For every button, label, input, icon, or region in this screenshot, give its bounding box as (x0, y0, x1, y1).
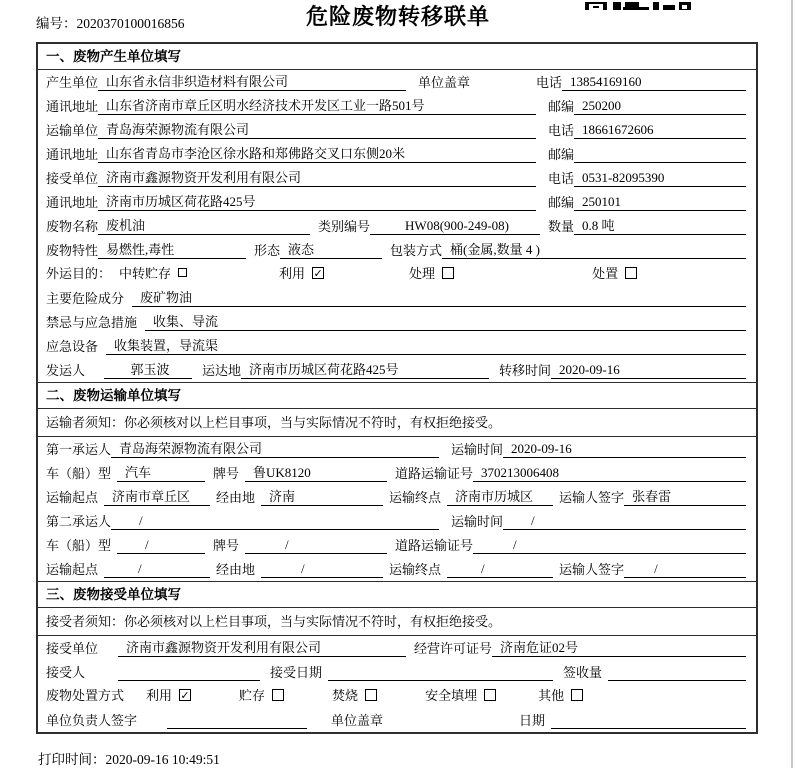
shipper-label: 发运人 (46, 363, 86, 378)
row-accept-unit (38, 636, 756, 660)
hazard-components-field: 废矿物油 (132, 287, 746, 307)
plate2-field: / (245, 537, 387, 554)
receiver-address-field: 济南市历城区荷花路425号 (98, 191, 536, 211)
row-producer (38, 70, 756, 94)
accept-date-field (328, 680, 553, 681)
row-emergency-equipment (38, 334, 756, 358)
form-state-field: 液态 (280, 239, 382, 259)
row-acceptor (38, 660, 756, 684)
emergency-equipment-label: 应急设备 (46, 339, 99, 354)
page-title: 危险废物转移联单 (305, 4, 490, 29)
road-license1-field: 370213006408 (473, 465, 746, 482)
waste-traits-field: 易燃性,毒性 (98, 239, 246, 259)
receiver-zip-label: 邮编 (548, 195, 575, 210)
carrier-sign1-field: 张春雷 (624, 486, 746, 506)
row-waste-name (38, 214, 756, 238)
first-carrier-label: 第一承运人 (46, 442, 112, 457)
road-license2-field: / (473, 537, 746, 554)
transporter-address-field: 山东省青岛市李沧区徐水路和郑佛路交叉口东侧20米 (98, 143, 536, 163)
row-vehicle1 (38, 461, 756, 485)
emergency-equipment-field: 收集装置，导流渠 (106, 335, 746, 355)
transporter-address-label: 通讯地址 (46, 147, 99, 162)
disposal-other-label: 其他 (538, 688, 565, 703)
terminus1-label: 运输终点 (389, 490, 442, 505)
origin1-field: 济南市章丘区 (104, 486, 210, 506)
disposal-storage-checkbox[interactable] (272, 689, 284, 701)
origin2-label: 运输起点 (46, 562, 99, 577)
disposal-incinerate-checkbox[interactable] (365, 689, 377, 701)
purpose-option-treat (409, 263, 454, 282)
second-carrier-label: 第二承运人 (46, 514, 112, 529)
category-code-label: 类别编号 (318, 219, 371, 234)
transporter-zip-label: 邮编 (548, 147, 575, 162)
road-license1-label: 道路运输证号 (395, 466, 474, 481)
destination-field: 济南市历城区荷花路425号 (241, 359, 489, 379)
purpose-treat-checkbox[interactable] (442, 267, 454, 279)
purpose-dispose-label: 处置 (592, 266, 619, 281)
row-transporter-address (38, 142, 756, 166)
row-responsible-sign (38, 708, 756, 732)
accept-date-label: 接受日期 (270, 665, 323, 680)
print-time-line (38, 748, 220, 768)
disposal-option-other (538, 685, 583, 704)
receiver-phone-field: 0531-82095390 (574, 170, 746, 187)
transport-time1-label: 运输时间 (451, 442, 504, 457)
purpose-transit-storage-label: 中转贮存 (119, 266, 172, 281)
row-receiver (38, 166, 756, 190)
row-transfer-purpose (38, 262, 756, 286)
quantity-label: 数量 (548, 219, 575, 234)
print-time-label: 打印时间： (38, 752, 106, 767)
disposal-landfill-label: 安全填埋 (425, 688, 478, 703)
disposal-option-utilize (146, 685, 191, 704)
accept-unit-field: 济南市鑫源物资开发利用有限公司 (118, 637, 406, 657)
receiver-value-field: 济南市鑫源物资开发利用有限公司 (98, 167, 536, 187)
via2-label: 经由地 (216, 562, 256, 577)
via1-label: 经由地 (216, 490, 256, 505)
row-receiver-address (38, 190, 756, 214)
purpose-option-utilize (279, 263, 324, 282)
waste-traits-label: 废物特性 (46, 243, 99, 258)
producer-zip-field: 250200 (574, 98, 746, 115)
serial-label: 编号： (36, 16, 77, 31)
row-producer-address (38, 94, 756, 118)
transfer-purpose-label: 外运目的： (46, 266, 112, 281)
date-field (551, 728, 746, 729)
carrier-sign1-label: 运输人签字 (559, 490, 625, 505)
transport-time2-field: / (503, 513, 746, 530)
section1-header: 一、废物产生单位填写 (38, 44, 756, 70)
origin2-field: / (104, 561, 210, 578)
producer-label: 产生单位 (46, 75, 99, 90)
transfer-time-label: 转移时间 (499, 363, 552, 378)
disposal-other-checkbox[interactable] (571, 689, 583, 701)
acceptor-field (118, 680, 260, 681)
transporter-value-field: 青岛海荣源物流有限公司 (98, 119, 536, 139)
unit-seal2-label: 单位盖章 (331, 713, 384, 728)
transporter-phone-field: 18661672606 (574, 122, 746, 139)
packing-label: 包装方式 (390, 243, 443, 258)
destination-label: 运达地 (202, 363, 242, 378)
producer-address-field: 山东省济南市章丘区明水经济技术开发区工业一路501号 (98, 95, 536, 115)
row-transporter (38, 118, 756, 142)
signed-quantity-field (608, 680, 746, 681)
section2-notice: 运输者须知：你必须核对以上栏目事项，当与实际情况不符时，有权拒绝接受。 (38, 409, 756, 437)
row-waste-traits (38, 238, 756, 262)
row-disposal-method (38, 684, 756, 708)
receiver-address-label: 通讯地址 (46, 195, 99, 210)
disposal-option-incinerate (332, 685, 377, 704)
disposal-method-label: 废物处置方式 (46, 688, 125, 703)
terminus2-label: 运输终点 (389, 562, 442, 577)
category-code-field: HW08(900-249-08) (370, 218, 540, 235)
vehicle-type2-label: 车（船）型 (46, 538, 112, 553)
producer-phone-field: 13854169160 (562, 74, 746, 91)
receiver-label: 接受单位 (46, 171, 99, 186)
disposal-utilize-label: 利用 (146, 688, 173, 703)
qr-code-partial-icon (585, 0, 691, 10)
carrier-sign2-field: / (624, 561, 746, 578)
transport-time2-label: 运输时间 (451, 514, 504, 529)
waste-name-label: 废物名称 (46, 219, 99, 234)
responsible-sign-field (167, 728, 307, 729)
terminus1-field: 济南市历城区 (447, 486, 553, 506)
row-hazard-components (38, 286, 756, 310)
emergency-measures-label: 禁忌与应急措施 (46, 315, 138, 330)
transfer-form-table (36, 42, 758, 734)
permit-number-field: 济南危证02号 (492, 637, 746, 657)
via1-field: 济南 (261, 486, 383, 506)
date-label: 日期 (519, 713, 546, 728)
disposal-option-landfill (425, 685, 496, 704)
row-second-carrier (38, 509, 756, 533)
purpose-option-transit-storage (119, 263, 187, 282)
shipper-field: 郭玉波 (104, 359, 192, 379)
plate1-label: 牌号 (213, 466, 240, 481)
purpose-dispose-checkbox[interactable] (625, 267, 637, 279)
plate1-field: 鲁UK8120 (245, 462, 387, 482)
section3-notice: 接受者须知：你必须核对以上栏目事项，当与实际情况不符时，有权拒绝接受。 (38, 608, 756, 636)
disposal-utilize-checkbox[interactable]: ✓ (180, 688, 190, 702)
waste-name-field: 废机油 (98, 215, 310, 235)
emergency-measures-field: 收集、导流 (145, 311, 746, 331)
origin1-label: 运输起点 (46, 490, 99, 505)
disposal-storage-label: 贮存 (239, 688, 266, 703)
plate2-label: 牌号 (213, 538, 240, 553)
print-time-value: 2020-09-16 10:49:51 (105, 752, 220, 767)
producer-zip-label: 邮编 (548, 99, 575, 114)
quantity-field: 0.8 吨 (574, 215, 746, 235)
row-vehicle2 (38, 533, 756, 557)
transfer-time-field: 2020-09-16 (551, 362, 746, 379)
disposal-incinerate-label: 焚烧 (332, 688, 359, 703)
disposal-landfill-checkbox[interactable] (484, 689, 496, 701)
row-emergency-measures (38, 310, 756, 334)
accept-unit-label: 接受单位 (46, 641, 99, 656)
unit-seal-label: 单位盖章 (418, 75, 471, 90)
producer-address-label: 通讯地址 (46, 99, 99, 114)
receiver-zip-field: 250101 (574, 194, 746, 211)
row-shipper (38, 358, 756, 382)
via2-field: / (261, 561, 383, 578)
transport-time1-field: 2020-09-16 (503, 441, 746, 458)
page-edge-divider (791, 0, 793, 768)
purpose-transit-storage-checkbox[interactable] (178, 268, 187, 277)
transporter-phone-label: 电话 (548, 123, 575, 138)
disposal-option-storage (239, 685, 284, 704)
section2-header: 二、废物运输单位填写 (38, 382, 756, 409)
form-header (0, 0, 796, 40)
form-state-label: 形态 (254, 243, 281, 258)
hazard-components-label: 主要危险成分 (46, 291, 125, 306)
carrier-sign2-label: 运输人签字 (559, 562, 625, 577)
vehicle-type2-field: / (117, 537, 205, 554)
row-route2 (38, 557, 756, 581)
vehicle-type1-field: 汽车 (117, 462, 205, 482)
section3-header: 三、废物接受单位填写 (38, 581, 756, 608)
serial-number: 2020370100016856 (76, 16, 185, 31)
second-carrier-field: / (111, 513, 439, 530)
row-first-carrier (38, 437, 756, 461)
terminus2-field: / (447, 561, 553, 578)
responsible-sign-label: 单位负责人签字 (46, 713, 138, 728)
producer-value-field: 山东省永信非织造材料有限公司 (98, 71, 406, 91)
vehicle-type1-label: 车（船）型 (46, 466, 112, 481)
first-carrier-field: 青岛海荣源物流有限公司 (111, 438, 439, 458)
transporter-zip-field (574, 162, 746, 163)
road-license2-label: 道路运输证号 (395, 538, 474, 553)
producer-phone-label: 电话 (536, 75, 563, 90)
signed-quantity-label: 签收量 (563, 665, 603, 680)
purpose-utilize-label: 利用 (279, 266, 306, 281)
transporter-label: 运输单位 (46, 123, 99, 138)
row-route1 (38, 485, 756, 509)
acceptor-label: 接受人 (46, 665, 86, 680)
packing-field: 桶(金属,数量 4 ) (442, 239, 746, 259)
purpose-treat-label: 处理 (409, 266, 436, 281)
purpose-utilize-checkbox[interactable]: ✓ (313, 266, 323, 280)
purpose-option-dispose (592, 263, 637, 282)
receiver-phone-label: 电话 (548, 171, 575, 186)
permit-number-label: 经营许可证号 (414, 641, 493, 656)
